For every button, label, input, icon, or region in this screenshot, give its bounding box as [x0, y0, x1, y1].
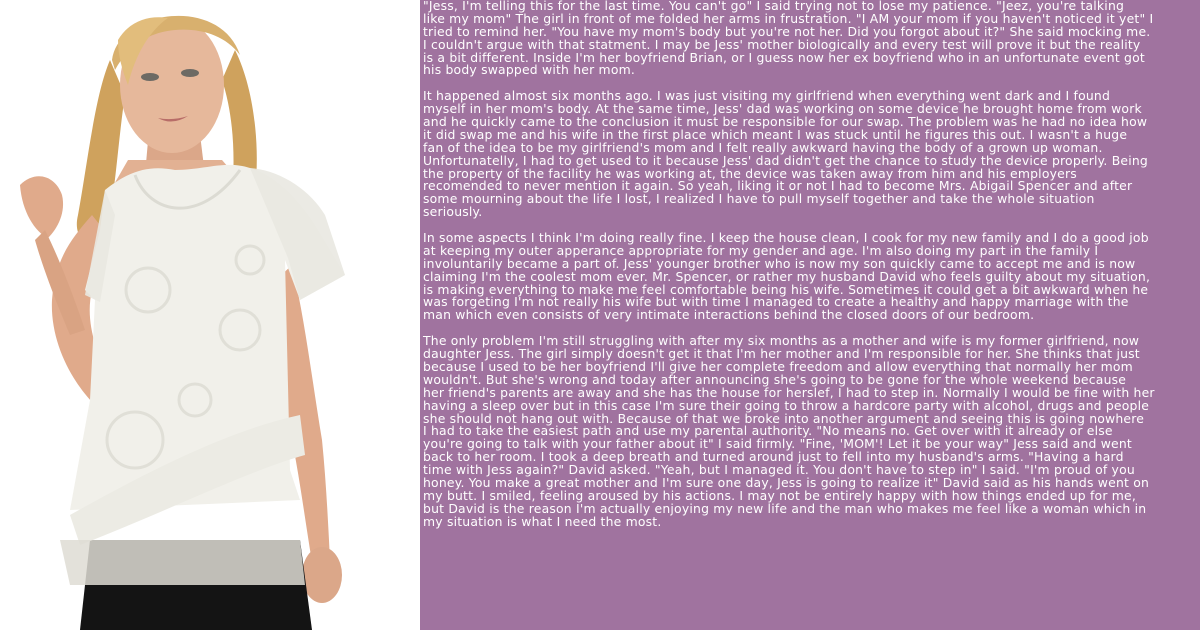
story-line: tried to remind her. "You have my mom's body but you're not her. Did you forgot about it?" She said mocking me. [423, 23, 1151, 39]
story-line: honey. You make a great mother and I'm sure one day, Jess is going to realize it" David said as his hands went on [423, 474, 1150, 490]
photo-panel [0, 0, 420, 630]
story-paragraph [423, 335, 1200, 528]
story-line: "Jess, I'm telling this for the last time. You can't go" I said trying not to lose my patience. "Jeez, you're talking [423, 0, 1125, 13]
story-paragraph [423, 232, 1200, 322]
story-line: man which even consists of very intimate interactions behind the closed doors of our bedroom. [423, 307, 1035, 323]
story-line: my situation is what I need the most. [423, 513, 662, 529]
story-line: daughter Jess. The girl simply doesn't get it that I'm her mother and I'm responsible for her. She thinks that just [423, 346, 1140, 362]
story-line: is making everything to make me feel comfortable being his wife. Sometimes it could get a bit awkward when he [423, 281, 1149, 297]
story-line: seriously. [423, 204, 483, 220]
story-line: like my mom" The girl in front of me folded her arms in frustration. "I AM your mom if you haven't noticed it yet" I [423, 10, 1154, 26]
story-line: Unfortunatelly, I had to get used to it because Jess' dad didn't get the chance to study the device properly. Being [423, 152, 1148, 168]
story-line: I had to take the easiest path and use my parental authority. "No means no. Get over with it already or else [423, 423, 1113, 439]
story-line: she should not hang out with. Because of that we broke into another argument and seeing this is going nowhere [423, 410, 1145, 426]
story-line: you're going to talk with your father about it" I said firmly. "Fine, 'MOM'! Let it be your way" Jess said and went [423, 436, 1132, 452]
story-line: but David is the reason I'm actually enjoying my new life and the man who makes me feel like a woman which in [423, 500, 1147, 516]
story-line: having a sleep over but in this case I'm sure their going to throw a hardcore party with alcohol, drugs and people [423, 397, 1150, 413]
story-line: I couldn't argue with that statment. I may be Jess' mother biologically and every test will prove it but the reality [423, 36, 1141, 52]
story-line: In some aspects I think I'm doing really fine. I keep the house clean, I cook for my new family and I do a good job [423, 230, 1149, 246]
story-line: my butt. I smiled, feeling aroused by his actions. I may not be entirely happy with how things ended up for me, [423, 487, 1137, 503]
story-line: some mourning about the life I lost, I realized I have to pull myself together and take the whole situation [423, 191, 1095, 207]
story-line: involuntarily became a part of. Jess' younger brother who is now my son quickly came to accept me and is now [423, 255, 1136, 271]
story-line: It happened almost six months ago. I was just visiting my girlfriend when everything went dark and I found [423, 88, 1111, 104]
story-line: because I used to be her boyfriend I'll give her complete freedom and allow everything that normally her mom [423, 358, 1133, 374]
story-line: his body swapped with her mom. [423, 62, 636, 78]
story-line: back to her room. I took a deep breath and turned around just to fell into my husband's arms. "Having a hard [423, 449, 1124, 465]
woman-photo-icon [0, 0, 420, 630]
story-line: was forgeting I'm not really his wife but with time I managed to create a healthy and happy marriage with the [423, 294, 1129, 310]
story-line: time with Jess again?" David asked. "Yeah, but I managed it. You don't have to step in" I said. "I'm proud of you [423, 462, 1135, 478]
story-line: it did swap me and his wife in the first place which meant I was stuck until he figures this out. I wasn't a huge [423, 126, 1128, 142]
story-panel [420, 0, 1200, 630]
story-line: wouldn't. But she's wrong and today after announcing she's going to be gone for the whole weekend because [423, 371, 1127, 387]
story-line: at keeping my outer apperance appropriate for my gender and age. I'm also doing my part in the family I [423, 242, 1099, 258]
story-line: and he quickly came to the conclusion it must be responsible for our swap. The problem was he had no idea how [423, 114, 1148, 130]
story-line: fan of the idea to be my girlfriend's mom and I felt really awkward having the body of a grown up woman. [423, 139, 1103, 155]
story-paragraph [423, 90, 1200, 219]
story-line: claiming I'm the coolest mom ever. Mr. Spencer, or rather my husband David who feels guilty about my situation, [423, 268, 1151, 284]
story-line: is a bit different. Inside I'm her boyfriend Brian, or I guess now her ex boyfriend who in an unfortunate event got [423, 49, 1145, 65]
story-line: her friend's parents are away and she has the house for herslef, I had to step in. Normally I would be fine with her [423, 384, 1155, 400]
story-line: The only problem I'm still struggling with after my six months as a mother and wife is my former girlfriend, now [423, 333, 1140, 349]
story-text [423, 0, 1200, 541]
story-line: recomended to never mention it again. So yeah, liking it or not I had to become Mrs. Abigail Spencer and after [423, 178, 1133, 194]
story-paragraph [423, 0, 1200, 77]
story-line: the property of the facility he was working at, the device was taken away from him and his employers [423, 165, 1077, 181]
story-line: myself in her mom's body. At the same time, Jess' dad was working on some device he brought home from work [423, 101, 1142, 117]
